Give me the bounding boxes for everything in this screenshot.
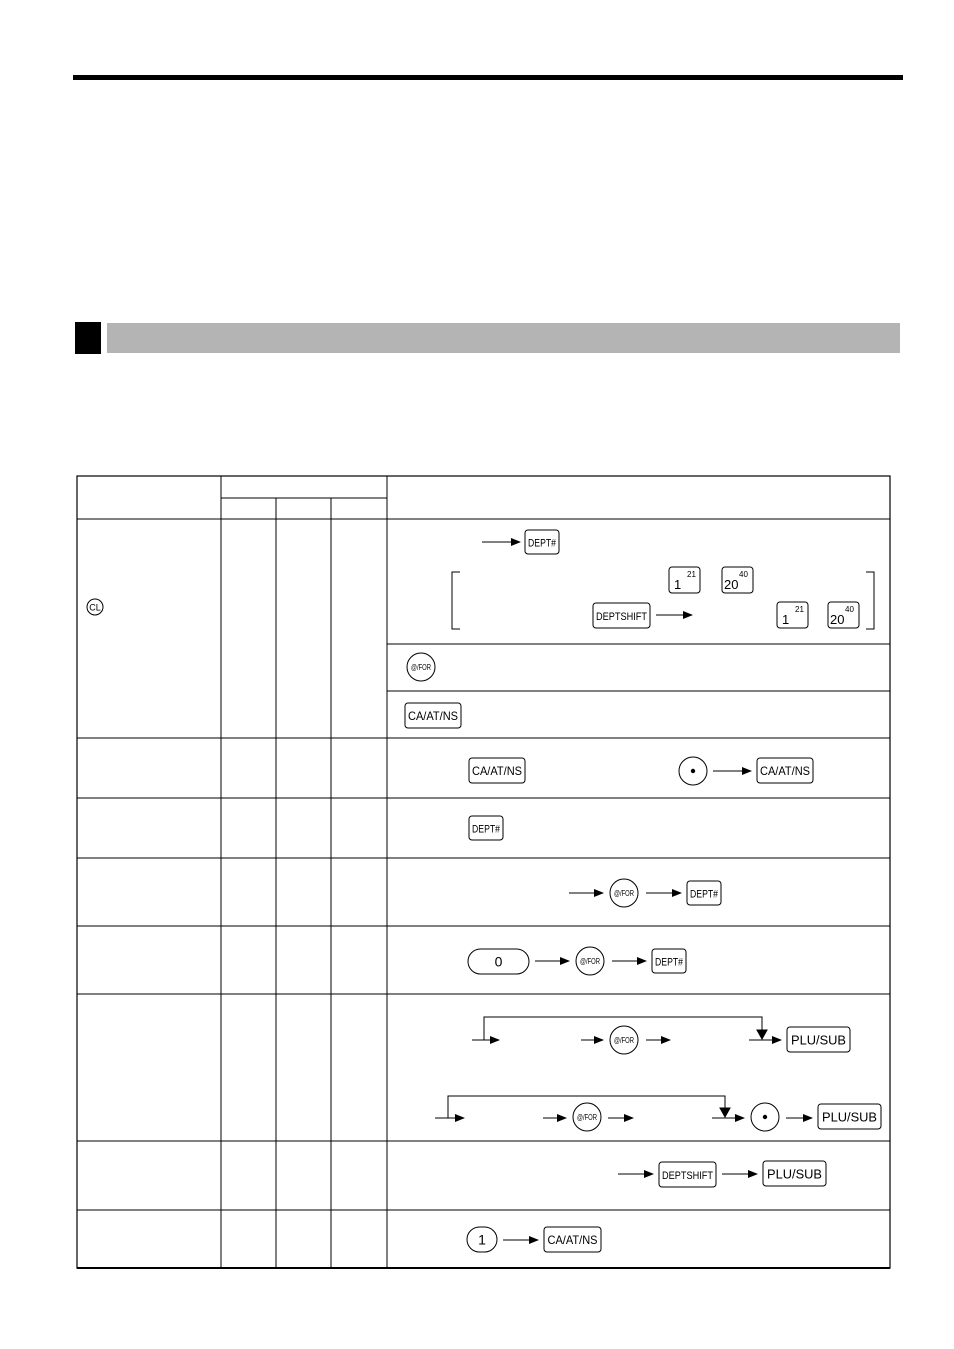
deptshift-key [659, 1162, 716, 1187]
bracket-right [866, 572, 874, 629]
for-key [610, 1026, 638, 1054]
svg-text:CA/AT/NS: CA/AT/NS [472, 764, 522, 778]
dept-key [652, 949, 686, 973]
svg-text:CA/AT/NS: CA/AT/NS [547, 1233, 598, 1247]
plu-sub-key [818, 1104, 881, 1129]
svg-text:@/FOR: @/FOR [614, 889, 635, 898]
bracket-left [452, 572, 460, 629]
dept-key-1-21 [777, 602, 808, 628]
svg-text:CA/AT/NS: CA/AT/NS [408, 709, 458, 723]
dot-key [679, 757, 707, 785]
plu-sub-key [763, 1161, 826, 1186]
svg-text:0: 0 [494, 953, 503, 970]
svg-text:CL: CL [89, 602, 101, 613]
svg-text:1: 1 [478, 1231, 486, 1248]
cl-key [87, 599, 103, 615]
svg-text:40: 40 [845, 605, 854, 614]
svg-text:DEPT#: DEPT# [472, 823, 501, 836]
dept-key [525, 530, 559, 554]
ca-key [544, 1227, 601, 1252]
svg-text:20: 20 [724, 577, 739, 592]
dept-key [687, 881, 721, 905]
svg-text:20: 20 [830, 612, 845, 627]
svg-text:DEPT#: DEPT# [690, 888, 719, 901]
dept-key-20-40 [828, 602, 859, 628]
svg-text:21: 21 [687, 570, 696, 579]
ca-key [757, 758, 813, 783]
table-grid [77, 476, 890, 1268]
svg-text:PLU/SUB: PLU/SUB [791, 1032, 846, 1048]
zero-key [468, 949, 529, 974]
svg-text:DEPT#: DEPT# [528, 537, 557, 550]
svg-text:21: 21 [795, 605, 804, 614]
dept-key [469, 816, 503, 840]
one-key [467, 1227, 497, 1252]
svg-text:@/FOR: @/FOR [577, 1113, 598, 1122]
svg-text:@/FOR: @/FOR [580, 957, 601, 966]
svg-text:1: 1 [782, 612, 790, 627]
svg-text:@/FOR: @/FOR [411, 663, 432, 672]
dept-key-20-40 [722, 567, 753, 593]
svg-text:PLU/SUB: PLU/SUB [822, 1109, 877, 1125]
deptshift-key [593, 603, 650, 628]
svg-text:1: 1 [674, 577, 682, 592]
for-key [573, 1103, 601, 1131]
for-key [610, 879, 638, 907]
dept-key-1-21 [669, 567, 700, 593]
ca-key [469, 758, 525, 783]
dot-key [751, 1103, 779, 1131]
plu-sub-key [787, 1027, 850, 1052]
svg-text:DEPTSHIFT: DEPTSHIFT [596, 611, 648, 623]
svg-text:PLU/SUB: PLU/SUB [767, 1166, 822, 1182]
svg-text:@/FOR: @/FOR [614, 1036, 635, 1045]
for-key [407, 653, 435, 681]
svg-text:40: 40 [739, 570, 748, 579]
ca-key [405, 703, 461, 728]
svg-text:DEPT#: DEPT# [655, 956, 684, 969]
svg-text:CA/AT/NS: CA/AT/NS [760, 764, 810, 778]
svg-text:DEPTSHIFT: DEPTSHIFT [662, 1170, 714, 1182]
for-key [576, 947, 604, 975]
